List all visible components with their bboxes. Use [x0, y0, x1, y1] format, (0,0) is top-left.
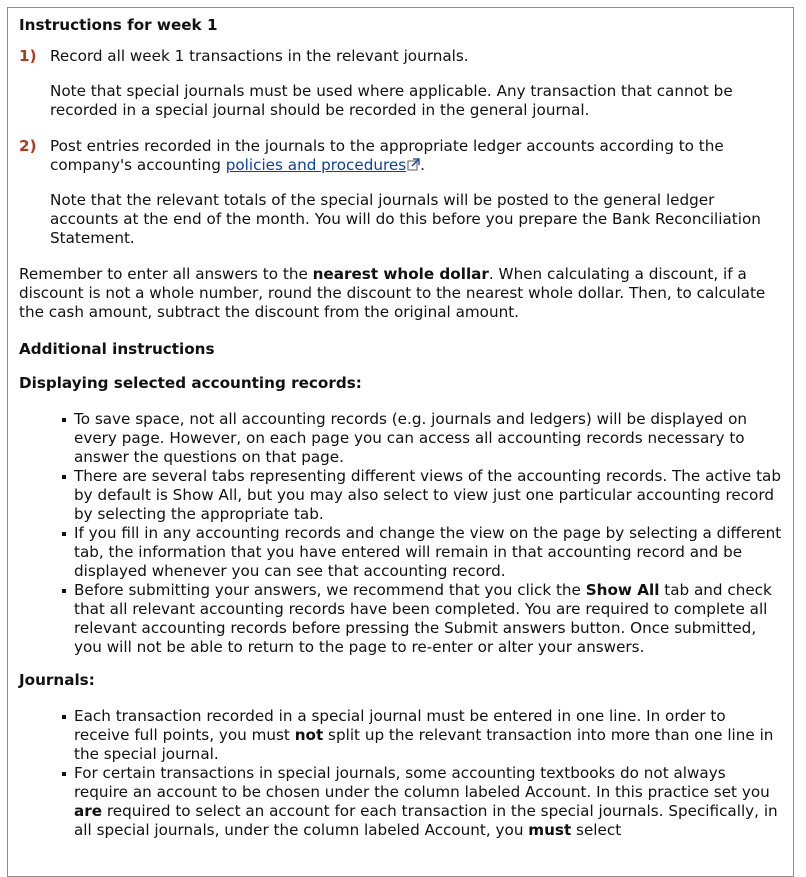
page-title: Instructions for week 1 [19, 16, 218, 34]
instructions-panel [7, 7, 794, 877]
list-item: Each transaction recorded in a special journal must be entered in one line. In order to receive full points, you must not split up the relevant transaction into more than one line in the special journal. [74, 707, 783, 764]
step-note: Note that special journals must be used where applicable. Any transaction that cannot be recorded in a special journal should be recorded in the general journal. [50, 82, 733, 119]
rounding-reminder: Remember to enter all answers to the nearest whole dollar. When calculating a discount, if a discount is not a whole number, round the discount to the nearest whole dollar. Then, to calculate the cash amount, subtract the discount from the original amount. [19, 265, 766, 321]
step-note: Note that the relevant totals of the special journals will be posted to the general ledger accounts at the end of the month. You will do this before you prepare the Bank Reconciliation Statement. [50, 191, 761, 247]
displaying-list [19, 410, 783, 657]
additional-heading: Additional instructions [19, 340, 215, 358]
list-item: To save space, not all accounting records (e.g. journals and ledgers) will be displayed on every page. However, on each page you can access all accounting records necessary to answer the questions on that page. [74, 410, 783, 467]
journals-list [19, 707, 783, 840]
step-1 [19, 47, 783, 120]
step-number: 2) [19, 137, 37, 155]
list-item: If you fill in any accounting records and change the view on the page by selecting a different tab, the information that you have entered will remain in that accounting record and be displayed whenever you can see that accounting record. [74, 524, 782, 580]
journals-heading: Journals: [19, 671, 95, 689]
step-number: 1) [19, 47, 37, 65]
policies-link[interactable]: policies and procedures [226, 156, 420, 174]
step-text: Record all week 1 transactions in the relevant journals. [50, 47, 469, 65]
list-item: For certain transactions in special journals, some accounting textbooks do not always require an account to be chosen under the column labeled Account. In this practice set you are required to select an account for each transaction in the special journals. Specifically, in all special journals, under the column labeled Account, you must select [74, 764, 783, 840]
step-text: Post entries recorded in the journals to the appropriate ledger accounts according to the company's accounting policies and procedures . [50, 137, 724, 174]
list-item: Before submitting your answers, we recommend that you click the Show All tab and check that all relevant accounting records have been completed. You are required to complete all relevant accounting records before pressing the Submit answers button. Once submitted, you will not be able to return to the page to re-enter or alter your answers. [74, 581, 783, 657]
list-item: There are several tabs representing different views of the accounting records. The active tab by default is Show All, but you may also select to view just one particular accounting record by selecting the appropriate tab. [74, 467, 783, 524]
displaying-heading: Displaying selected accounting records: [19, 374, 362, 392]
step-2 [19, 137, 783, 248]
external-link-icon [407, 158, 420, 171]
